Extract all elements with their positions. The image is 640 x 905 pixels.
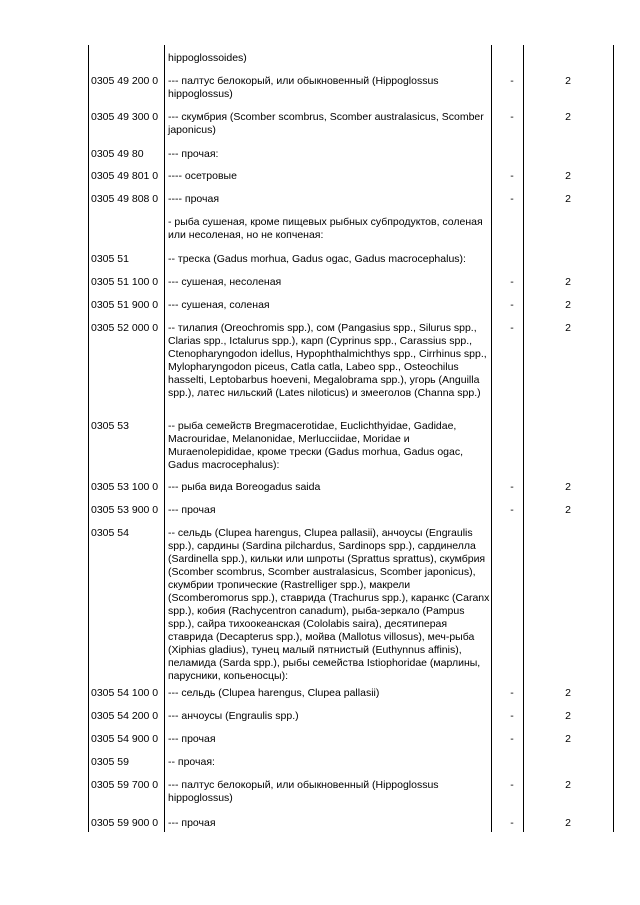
- tariff-code: 0305 59: [91, 756, 129, 768]
- goods-description: --- сушеная, соленая: [168, 299, 270, 311]
- goods-description: --- сушеная, несоленая: [168, 276, 282, 288]
- goods-description: -- сельдь (Clupea harengus, Clupea pallasii), анчоусы (Engraulis spp.), сардины (Sardina pilchardus, Sardinops spp.), сардинелла (Sardinella spp.), кильки или шпроты (Sprattus sprattus), скумбрия (Scomber scombrus, Scomber australasicus, Scomber japonicus), скумбрии тропические (Rastrelliger spp.), макрели (Scomberomorus spp.), ставрида (Trachurus spp.), каранкс (Caranx spp.), кобия (Rachycentron canadum), рыба-зеркало (Pampus spp.), сайра тихоокеанская (Cololabis saira), десятиперая ставрида (Decapterus spp.), мойва (Mallotus villosus), меч-рыба (Xiphias gladius), тунец малый пятнистый (Euthynnus affinis), пеламида (Sarda spp.), рыбы семейства Istiophoridae (марлины, парусники, копьеносцы):: [168, 527, 490, 682]
- duty-unit: -: [510, 193, 514, 205]
- duty-rate: 2: [565, 733, 571, 745]
- goods-description: --- скумбрия (Scomber scombrus, Scomber australasicus, Scomber japonicus): [168, 111, 484, 136]
- goods-description: -- тилапия (Oreochromis spp.), сом (Pangasius spp., Silurus spp., Clarias spp., Ictalurus spp.), карп (Cyprinus spp., Carassius spp., Ctenopharyngodon idellus, Hypophthalmichthys spp., Cirrhinus spp., Mylopharyngodon piceus, Catla catla, Labeo spp., Osteochilus hasselti, Leptobarbus hoeveni, Megalobrama spp.), угорь (Anguilla spp.), латес нильский (Lates niloticus) и змееголов (Channa spp.): [168, 322, 487, 399]
- duty-unit: -: [510, 710, 514, 722]
- tariff-code: 0305 49 801 0: [91, 170, 159, 182]
- duty-unit: -: [510, 322, 514, 334]
- tariff-code: 0305 54 100 0: [91, 687, 159, 699]
- goods-description: --- прочая: [168, 733, 216, 745]
- duty-rate: 2: [565, 322, 571, 334]
- goods-description: -- рыба семейств Bregmacerotidae, Euclichthyidae, Gadidae, Macrouridae, Melanonidae, Merlucciidae, Moridae и Muraenolepididae, кроме трески (Gadus morhua, Gadus ogac, Gadus macrocephalus):: [168, 420, 463, 471]
- goods-description: --- анчоусы (Engraulis spp.): [168, 710, 299, 722]
- goods-description: --- рыба вида Boreogadus saida: [168, 481, 321, 493]
- duty-unit: -: [510, 687, 514, 699]
- duty-unit: -: [510, 111, 514, 123]
- goods-description: --- прочая: [168, 504, 216, 516]
- goods-description: -- прочая:: [168, 756, 215, 768]
- tariff-code: 0305 53: [91, 420, 129, 432]
- tariff-code: 0305 49 808 0: [91, 193, 159, 205]
- table-border-right: [613, 45, 614, 832]
- duty-rate: 2: [565, 710, 571, 722]
- duty-rate: 2: [565, 779, 571, 791]
- duty-unit: -: [510, 817, 514, 829]
- duty-rate: 2: [565, 111, 571, 123]
- tariff-code: 0305 51 900 0: [91, 299, 159, 311]
- duty-unit: -: [510, 481, 514, 493]
- column-divider-desc: [491, 45, 492, 832]
- duty-unit: -: [510, 299, 514, 311]
- tariff-code: 0305 59 700 0: [91, 779, 159, 791]
- goods-description: ---- осетровые: [168, 170, 237, 182]
- tariff-code: 0305 59 900 0: [91, 817, 159, 829]
- tariff-code: 0305 49 80: [91, 148, 144, 160]
- tariff-code: 0305 54 900 0: [91, 733, 159, 745]
- tariff-code: 0305 53 900 0: [91, 504, 159, 516]
- goods-description: --- прочая:: [168, 148, 219, 160]
- duty-unit: -: [510, 75, 514, 87]
- duty-unit: -: [510, 779, 514, 791]
- duty-rate: 2: [565, 170, 571, 182]
- goods-description: --- сельдь (Clupea harengus, Clupea pallasii): [168, 687, 380, 699]
- tariff-code: 0305 54: [91, 527, 129, 539]
- goods-description: --- палтус белокорый, или обыкновенный (Hippoglossus hippoglossus): [168, 75, 439, 100]
- table-border-left: [88, 45, 89, 832]
- duty-rate: 2: [565, 276, 571, 288]
- goods-description: - рыба сушеная, кроме пищевых рыбных субпродуктов, соленая или несоленая, но не копченая:: [168, 216, 483, 241]
- tariff-code: 0305 49 200 0: [91, 75, 159, 87]
- tariff-code: 0305 54 200 0: [91, 710, 159, 722]
- column-divider-code: [164, 45, 165, 832]
- duty-rate: 2: [565, 687, 571, 699]
- duty-unit: -: [510, 276, 514, 288]
- goods-description: --- палтус белокорый, или обыкновенный (Hippoglossus hippoglossus): [168, 779, 439, 804]
- duty-rate: 2: [565, 504, 571, 516]
- duty-rate: 2: [565, 299, 571, 311]
- goods-description: ---- прочая: [168, 193, 220, 205]
- goods-description: hippoglossoides): [168, 52, 247, 64]
- duty-rate: 2: [565, 75, 571, 87]
- duty-unit: -: [510, 170, 514, 182]
- duty-rate: 2: [565, 193, 571, 205]
- tariff-code: 0305 51 100 0: [91, 276, 159, 288]
- tariff-code: 0305 53 100 0: [91, 481, 159, 493]
- goods-description: --- прочая: [168, 817, 216, 829]
- duty-rate: 2: [565, 817, 571, 829]
- duty-unit: -: [510, 504, 514, 516]
- tariff-code: 0305 51: [91, 253, 129, 265]
- goods-description: -- треска (Gadus morhua, Gadus ogac, Gadus macrocephalus):: [168, 253, 466, 265]
- duty-unit: -: [510, 733, 514, 745]
- tariff-code: 0305 49 300 0: [91, 111, 159, 123]
- tariff-code: 0305 52 000 0: [91, 322, 159, 334]
- duty-rate: 2: [565, 481, 571, 493]
